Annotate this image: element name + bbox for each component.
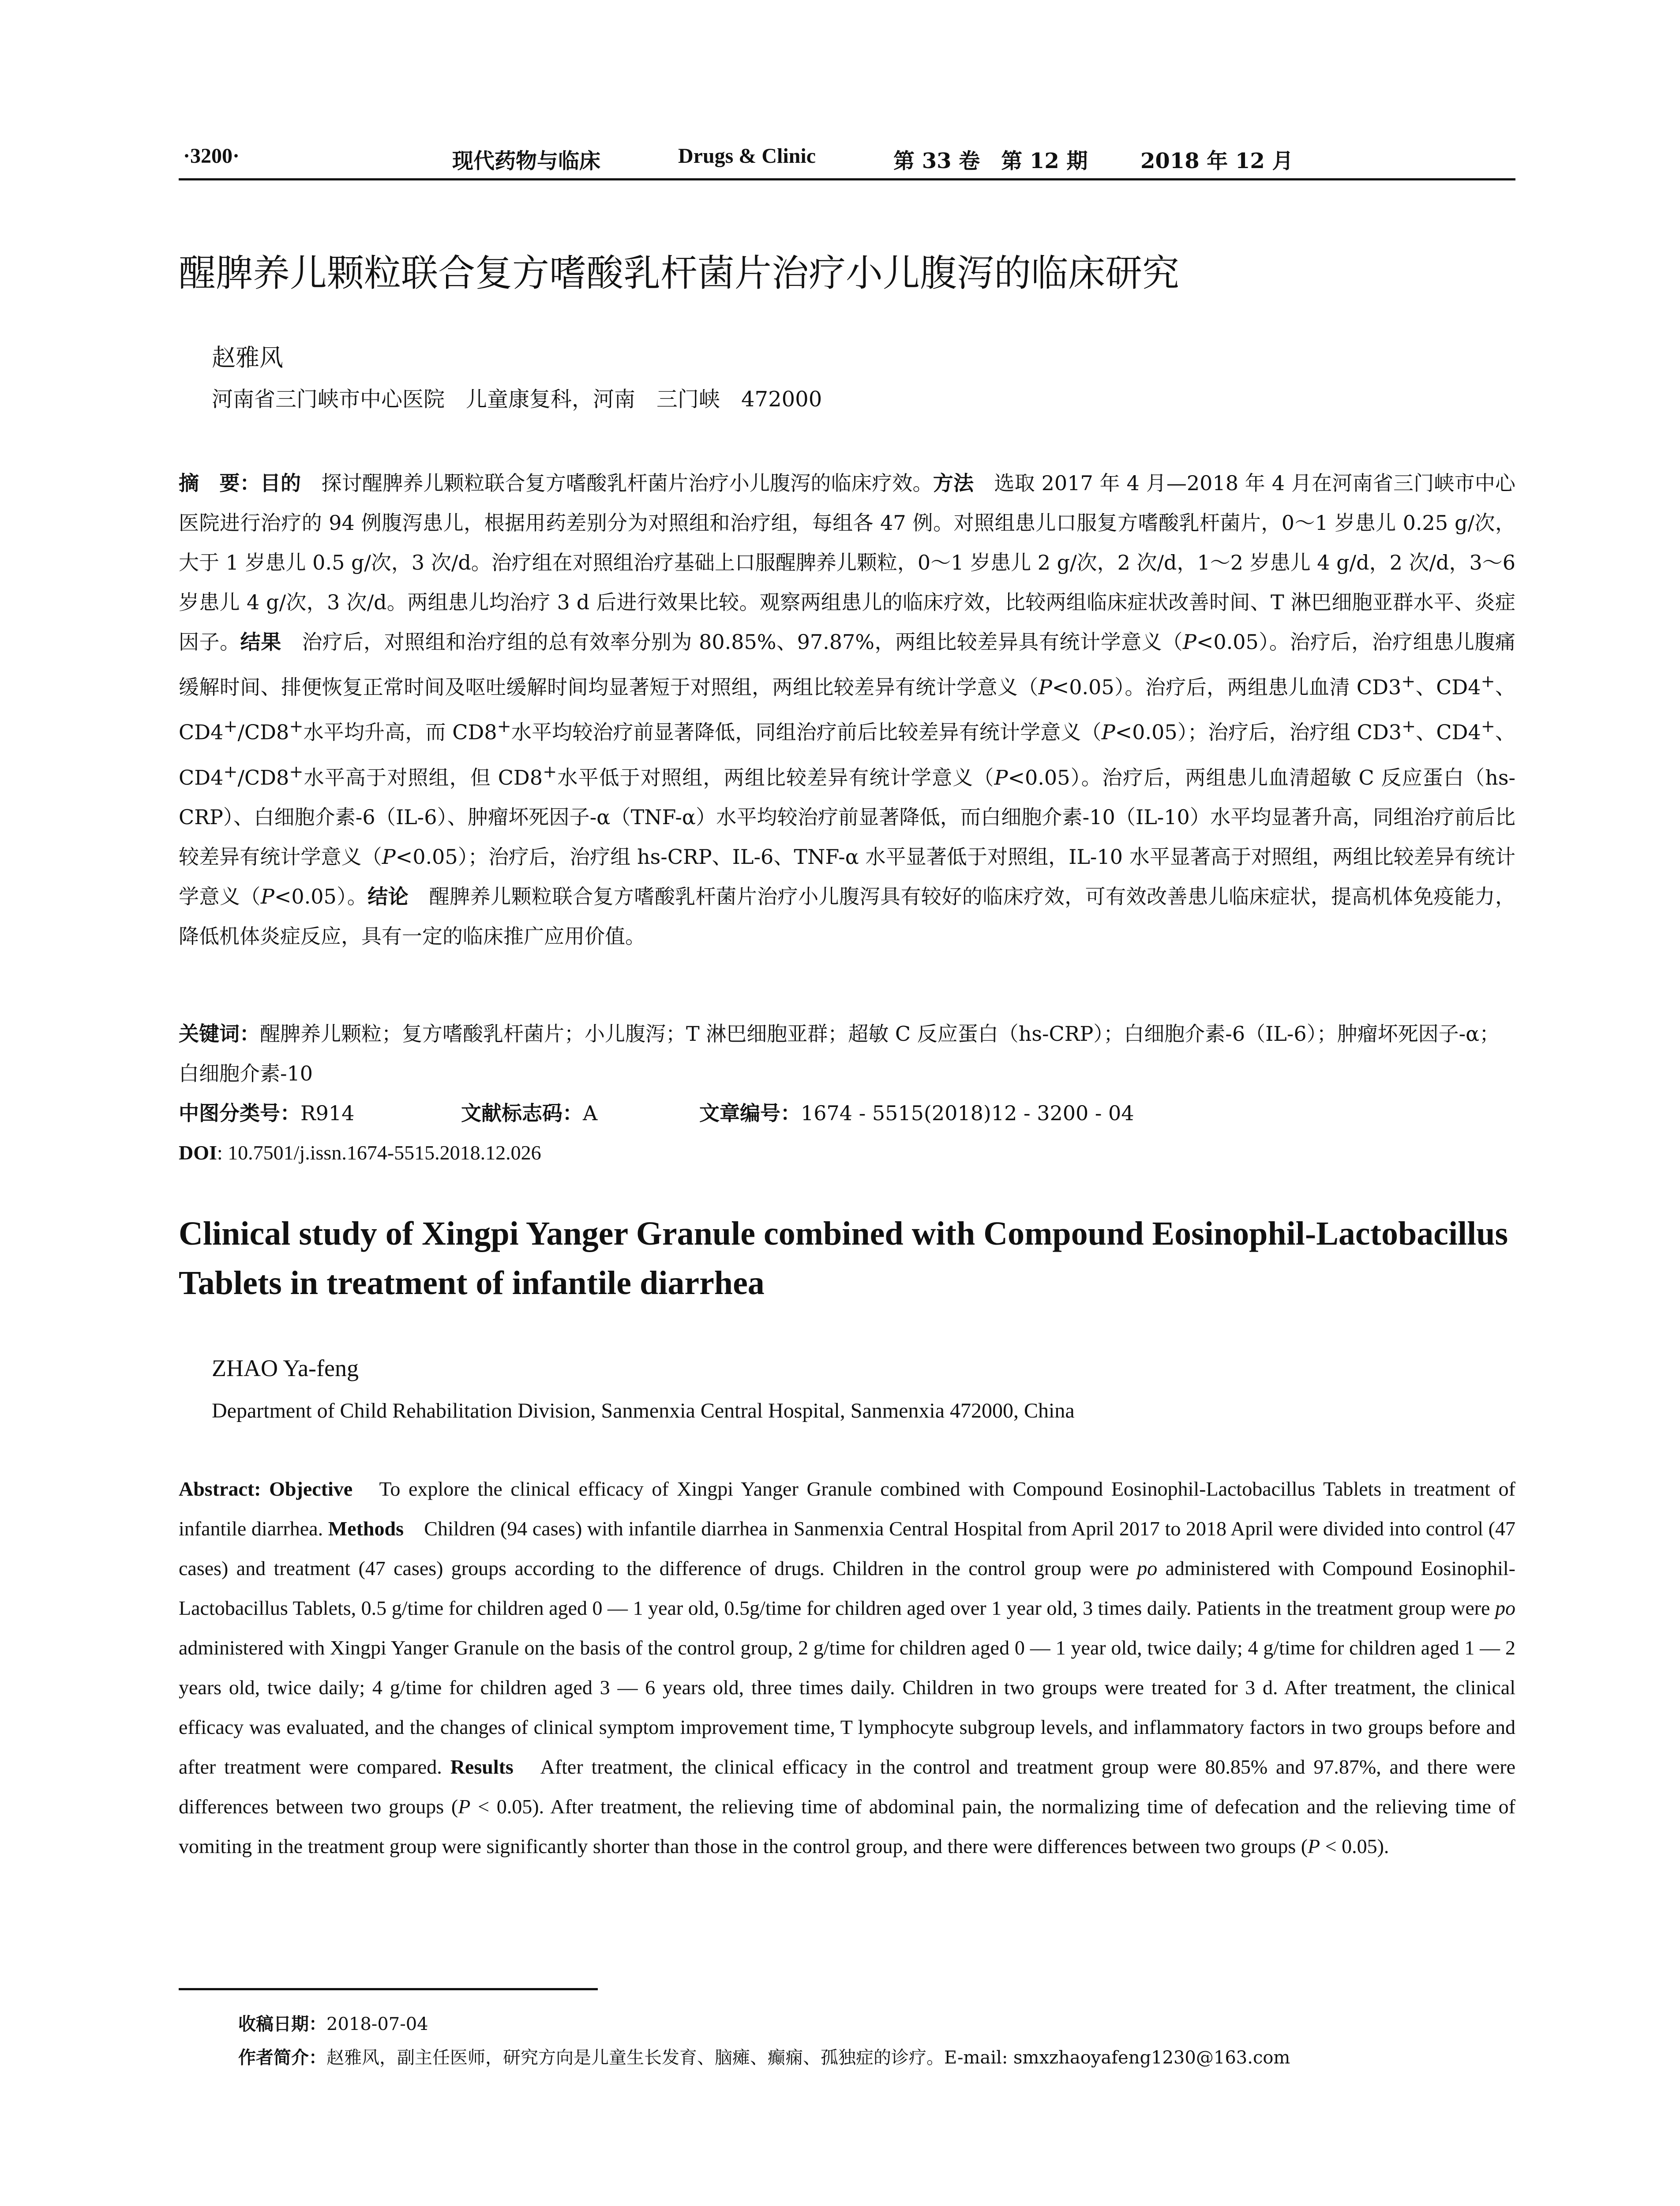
methods-en: administered with Xingpi Yanger Granule on the basis of the control group, 2 g/time for children aged 0 — 1 year old, twice daily; 4 g/time for children aged 1 — 2 years old, twice daily; 4 g/time for children aged 3 — 6 years old, three times daily. Children in two groups were treated for 3 d. After treatment, the clinical efficacy was evaluated, and the changes of clinical symptom improvement time, T lymphocyte subgroup levels, and inflammatory factors in two groups before and after treatment were compared. xyxy=(179,1636,1515,1778)
doc-code-value: A xyxy=(583,1101,598,1125)
results-cn-text: <0.05）；治疗后，治疗组 hs-CRP、IL-6、TNF-α 水平显著低于对照组，IL-10 水平显著高于对照组，两组比较差异有统计学意义（ xyxy=(179,844,1515,908)
results-cn-text: 水平高于对照组，但 CD8 xyxy=(303,765,543,789)
superscript-plus: + xyxy=(1481,717,1495,737)
results-cn-text: 治疗后，对照组和治疗组的总有效率分别为 80.85%、97.87%，两组比较差异具有统计学意义（ xyxy=(302,630,1183,654)
running-header xyxy=(179,138,1515,180)
superscript-plus: + xyxy=(1401,672,1416,691)
p-value-symbol: P xyxy=(1038,675,1052,699)
objective-label-cn: 目的 xyxy=(260,471,301,495)
clc-label: 中图分类号： xyxy=(179,1101,300,1125)
results-cn-text: <0.05）；治疗后，治疗组 CD3 xyxy=(1115,720,1402,744)
results-cn-text: 水平低于对照组，两组比较差异有统计学意义（ xyxy=(557,765,994,789)
abstract-objective-label-en: Abstract: Objective xyxy=(179,1478,353,1500)
p-value-symbol: P xyxy=(994,765,1008,789)
title-en: Clinical study of Xingpi Yanger Granule combined with Compound Eosinophil-Lactobacillus Tablets in treatment of infantile diarrhea xyxy=(179,1215,1508,1302)
superscript-plus: + xyxy=(223,762,238,782)
results-cn-text: 、CD4 xyxy=(1415,675,1481,699)
received-date: 2018-07-04 xyxy=(326,2014,428,2034)
methods-en: Children (94 cases) with infantile diarrhea in Sanmenxia Central Hospital from April 2017 to 2018 April were divided into control (47 cases) and treatment (47 cases) groups according to the difference of drugs. Children in the control group were xyxy=(179,1517,1515,1579)
p-value-symbol: P xyxy=(458,1795,471,1818)
results-cn-text: <0.05）。治疗后，两组患儿血清超敏 C 反应蛋白（hs-CRP）、白细胞介素-6（IL-6）、肿瘤坏死因子-α（TNF-α）水平均较治疗前显著降低，而白细胞介素-10（IL-10）水平均显著升高，同组治疗前后比较差异有统计学意义（ xyxy=(179,765,1516,869)
conclusion-cn: 醒脾养儿颗粒联合复方嗜酸乳杆菌片治疗小儿腹泻具有较好的临床疗效，可有效改善患儿临床症状，提高机体免疫能力，降低机体炎症反应，具有一定的临床推广应用价值。 xyxy=(179,884,1516,948)
received-label: 收稿日期： xyxy=(238,2014,326,2034)
doc-code-label: 文献标志码： xyxy=(461,1101,583,1125)
author-cn: 赵雅风 xyxy=(212,344,283,371)
p-value-symbol: P xyxy=(1101,720,1115,744)
superscript-plus: + xyxy=(289,717,304,737)
results-cn-text: <0.05）。治疗后，两组患儿血清 CD3 xyxy=(1052,675,1402,699)
objective-cn: 探讨醒脾养儿颗粒联合复方嗜酸乳杆菌片治疗小儿腹泻的临床疗效。 xyxy=(321,471,933,495)
results-cn-text: 、CD4 xyxy=(1416,720,1481,744)
superscript-plus: + xyxy=(543,762,557,782)
po-abbrev: po xyxy=(1137,1557,1158,1579)
abstract-cn-label: 摘 要： xyxy=(179,471,260,495)
results-en: < 0.05). xyxy=(1320,1835,1389,1857)
keywords-text-cn: 醒脾养儿颗粒；复方嗜酸乳杆菌片；小儿腹泻；T 淋巴细胞亚群；超敏 C 反应蛋白（hs-CRP）；白细胞介素-6（IL-6）；肿瘤坏死因子-α；白细胞介素-10 xyxy=(179,1022,1500,1085)
received-date-note xyxy=(238,2010,428,2035)
page-number: ·3200· xyxy=(183,144,240,168)
methods-cn: 选取 2017 年 4 月—2018 年 4 月在河南省三门峡市中心医院进行治疗的 94 例腹泻患儿，根据用药差别分为对照组和治疗组，每组各 47 例。对照组患儿口服复方嗜酸乳杆菌片，0～1 岁患儿 0.25 g/次，大于 1 岁患儿 0.5 g/次，3 次/d。治疗组在对照组治疗基础上口服醒脾养儿颗粒，0～1 岁患儿 2 g/次，2 次/d，1～2 岁患儿 4 g/d，2 次/d，3～6 岁患儿 4 g/次，3 次/d。两组患儿均治疗 3 d 后进行效果比较。观察两组患儿的临床疗效，比较两组临床症状改善时间、T 淋巴细胞亚群水平、炎症因子。 xyxy=(179,471,1516,654)
title-cn: 醒脾养儿颗粒联合复方嗜酸乳杆菌片治疗小儿腹泻的临床研究 xyxy=(179,251,1180,295)
doi-value[interactable]: : 10.7501/j.issn.1674-5515.2018.12.026 xyxy=(217,1141,541,1164)
results-en: < 0.05). After treatment, the relieving time of abdominal pain, the normalizing time of defecation and the relieving time of vomiting in the treatment group were significantly shorter than those in the control group, and there were differences between two groups ( xyxy=(179,1795,1515,1857)
objective-en: To explore the clinical efficacy of Xingpi Yanger Granule combined with Compound Eosinophil-Lactobacillus Tablets in treatment of infantile diarrhea. xyxy=(179,1478,1515,1540)
issue-date: 2018 年 12 月 xyxy=(1140,149,1294,173)
results-cn-text: <0.05）。治疗后，治疗组患儿腹痛缓解时间、排便恢复正常时间及呕吐缓解时间均显著短于对照组，两组比较差异有统计学意义（ xyxy=(179,630,1516,699)
keywords-label-cn: 关键词： xyxy=(179,1022,260,1046)
results-label-cn: 结果 xyxy=(240,630,281,654)
results-cn-text: 水平均升高，而 CD8 xyxy=(303,720,497,744)
keywords-cn xyxy=(179,1014,1515,1093)
superscript-plus: + xyxy=(1481,672,1495,691)
affiliation-cn: 河南省三门峡市中心医院 儿童康复科，河南 三门峡 472000 xyxy=(212,387,822,412)
results-cn-text: 水平均较治疗前显著降低，同组治疗前后比较差异有统计学意义（ xyxy=(511,720,1102,744)
author-en: ZHAO Ya-feng xyxy=(212,1355,359,1381)
p-value-symbol: P xyxy=(260,884,274,908)
p-value-symbol: P xyxy=(382,844,396,869)
journal-name-en: Drugs & Clinic xyxy=(678,144,816,168)
p-value-symbol: P xyxy=(1308,1835,1320,1857)
journal-name-cn: 现代药物与临床 xyxy=(452,149,601,173)
abstract-en xyxy=(179,1469,1515,1866)
clc-value: R914 xyxy=(300,1101,355,1125)
results-en: After treatment, the clinical efficacy in the control and treatment group were 80.85% and 97.87%, and there were differences between two groups ( xyxy=(179,1756,1515,1818)
bio-text: 赵雅风，副主任医师，研究方向是儿童生长发育、脑瘫、癫痫、孤独症的诊疗。E-mail: smxzhaoyafeng1230@163.com xyxy=(326,2048,1290,2068)
affiliation-en: Department of Child Rehabilitation Division, Sanmenxia Central Hospital, Sanmenxia 472000, China xyxy=(212,1399,1075,1422)
po-abbrev: po xyxy=(1495,1597,1516,1619)
classification-line xyxy=(179,1093,1515,1133)
conclusion-label-cn: 结论 xyxy=(368,884,409,908)
methods-label-cn: 方法 xyxy=(933,471,974,495)
doi-label: DOI xyxy=(179,1141,217,1164)
superscript-plus: + xyxy=(223,717,238,737)
bio-label: 作者简介： xyxy=(238,2048,326,2068)
superscript-plus: + xyxy=(289,762,304,782)
volume-issue: 第 33 卷 第 12 期 xyxy=(893,149,1088,173)
superscript-plus: + xyxy=(1402,717,1416,737)
doi-line xyxy=(179,1133,541,1173)
author-bio-note xyxy=(238,2044,1290,2069)
superscript-plus: + xyxy=(497,717,511,737)
results-cn-text: /CD8 xyxy=(237,720,289,744)
results-cn-text: /CD8 xyxy=(237,765,289,789)
results-cn-text: 、CD4 xyxy=(179,675,1516,744)
article-number-label: 文章编号： xyxy=(699,1101,801,1125)
p-value-symbol: P xyxy=(1182,630,1196,654)
results-label-en: Results xyxy=(450,1756,514,1778)
results-cn-text: 、CD4 xyxy=(179,720,1516,789)
abstract-cn xyxy=(179,463,1515,956)
article-number-value: 1674 - 5515(2018)12 - 3200 - 04 xyxy=(801,1101,1134,1125)
methods-en: administered with Compound Eosinophil-Lactobacillus Tablets, 0.5 g/time for children aged 0 — 1 year old, 0.5g/time for children aged over 1 year old, 3 times daily. Patients in the treatment group were xyxy=(179,1557,1515,1619)
footnote-divider xyxy=(179,1988,598,1990)
methods-label-en: Methods xyxy=(328,1517,404,1540)
results-cn-text: <0.05）。 xyxy=(274,884,368,908)
